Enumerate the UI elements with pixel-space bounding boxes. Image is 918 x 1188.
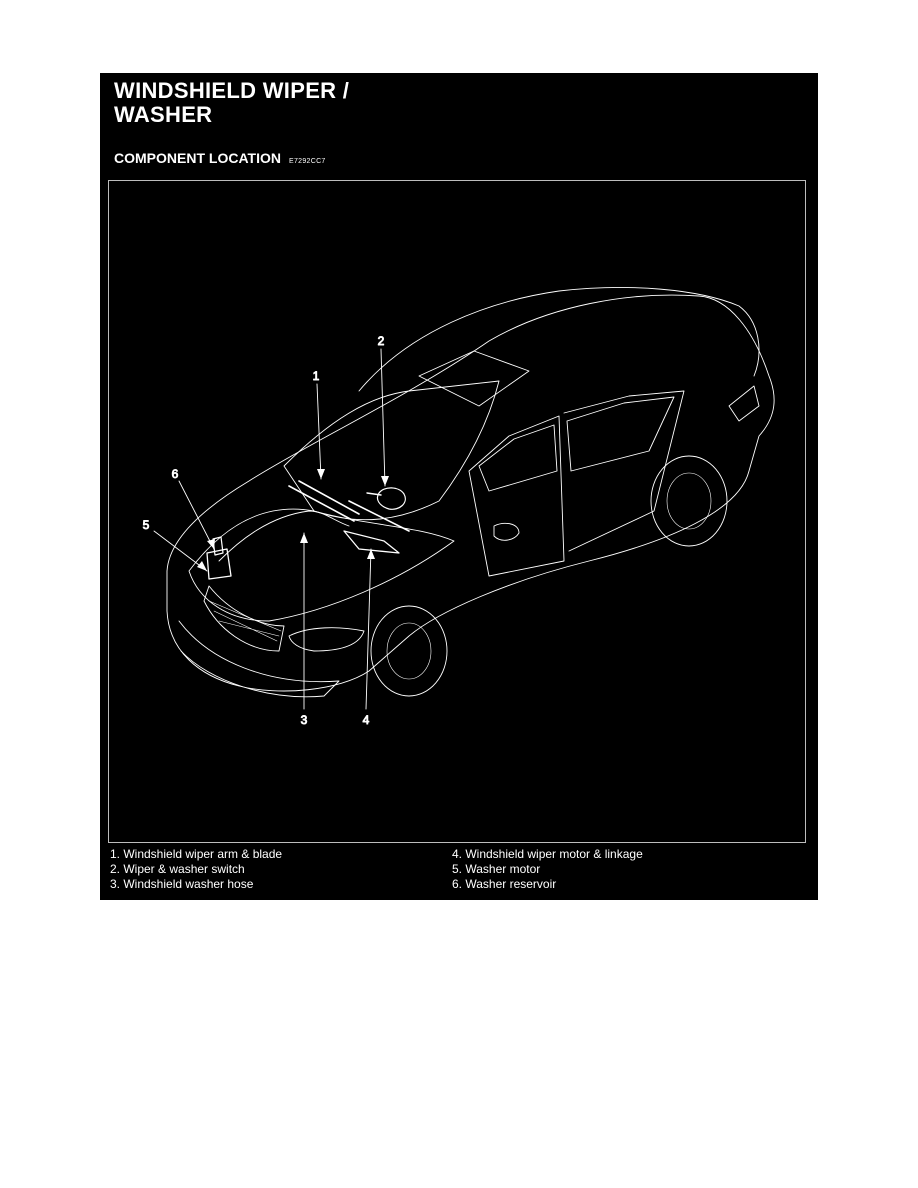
leader-1	[317, 384, 321, 479]
page-title	[114, 79, 349, 127]
leader-6	[179, 481, 214, 549]
washer-hose	[219, 511, 349, 561]
legend	[110, 847, 810, 897]
callout-5: 5	[142, 518, 150, 532]
section-heading	[114, 150, 326, 166]
front-wheel	[371, 606, 447, 696]
legend-item-1: 1. Windshield wiper arm & blade	[110, 847, 283, 861]
rear-wheel	[651, 456, 727, 546]
legend-item-3: 3. Windshield washer hose	[110, 877, 254, 891]
callout-1: 1	[312, 369, 320, 383]
leader-2	[381, 349, 385, 486]
callout-3: 3	[300, 713, 308, 727]
legend-item-6: 6. Washer reservoir	[452, 877, 557, 891]
title-line-2: WASHER	[114, 102, 213, 127]
windshield	[284, 381, 499, 520]
side-window-front	[479, 425, 557, 491]
front-door	[469, 416, 564, 576]
title-line-1: WINDSHIELD WIPER /	[114, 78, 350, 103]
section-heading-text: COMPONENT LOCATION	[114, 150, 281, 166]
taillight	[729, 386, 759, 421]
legend-item-5: 5. Washer motor	[452, 862, 541, 876]
side-mirror	[494, 523, 519, 540]
legend-item-4: 4. Windshield wiper motor & linkage	[452, 847, 643, 861]
callout-6: 6	[171, 467, 179, 481]
wiper-motor-linkage	[344, 531, 399, 553]
callout-leaders	[154, 349, 385, 709]
wiper-switch	[377, 488, 405, 509]
illustration-frame	[108, 180, 806, 843]
car-body-outline	[167, 295, 774, 691]
car-roof	[359, 287, 759, 391]
callout-4: 4	[362, 713, 370, 727]
diagram-panel	[100, 73, 818, 900]
section-code: E7292CC7	[288, 158, 326, 165]
leader-4	[366, 549, 371, 709]
sunroof	[419, 351, 529, 406]
car-illustration	[109, 181, 805, 842]
wiper-arm-blade	[289, 481, 409, 531]
legend-item-2: 2. Wiper & washer switch	[110, 862, 245, 876]
callout-2: 2	[377, 334, 385, 348]
headlight	[289, 628, 364, 651]
